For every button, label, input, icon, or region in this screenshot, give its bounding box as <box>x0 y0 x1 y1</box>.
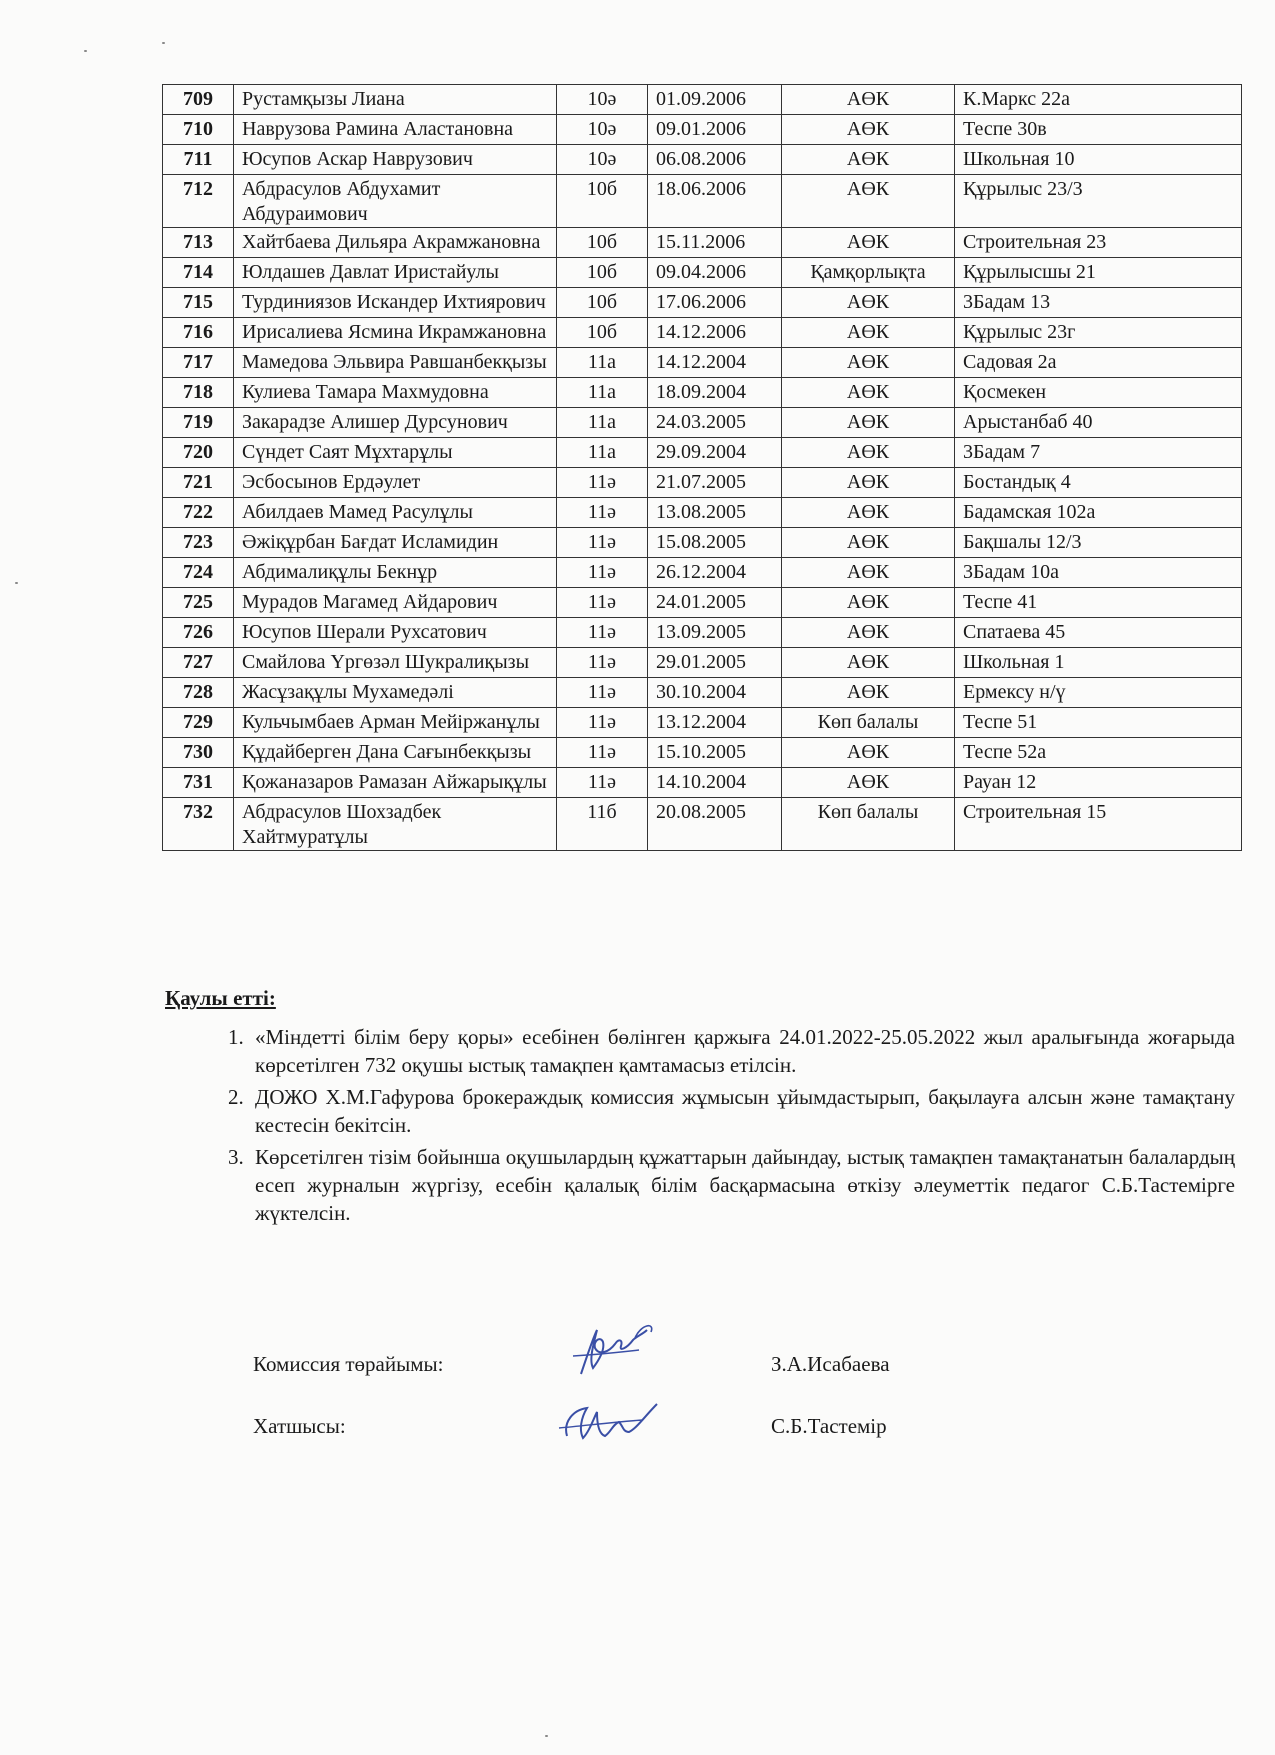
birth-date: 09.01.2006 <box>648 115 782 145</box>
row-number: 726 <box>163 618 234 648</box>
address-cell: Спатаева 45 <box>955 618 1242 648</box>
row-number: 715 <box>163 288 234 318</box>
address-cell: К.Маркс 22а <box>955 85 1242 115</box>
category-cell: АӨК <box>782 498 955 528</box>
student-name: Смайлова Үргөзәл Шукралиқызы <box>234 648 557 678</box>
table-row <box>163 438 1242 468</box>
row-number: 727 <box>163 648 234 678</box>
row-number: 710 <box>163 115 234 145</box>
address-cell: Теспе 52а <box>955 738 1242 768</box>
class-cell: 11ә <box>557 768 648 798</box>
row-number: 724 <box>163 558 234 588</box>
table-row <box>163 318 1242 348</box>
class-cell: 11ә <box>557 618 648 648</box>
table-row <box>163 288 1242 318</box>
chair-role-label: Комиссия төрайымы: <box>253 1352 444 1376</box>
student-name: Турдиниязов Искандер Ихтиярович <box>234 288 557 318</box>
birth-date: 30.10.2004 <box>648 678 782 708</box>
class-cell: 10ә <box>557 115 648 145</box>
table-row <box>163 768 1242 798</box>
student-name: Юсупов Аскар Наврузович <box>234 145 557 175</box>
birth-date: 13.12.2004 <box>648 708 782 738</box>
student-name: Кульчымбаев Арман Мейіржанұлы <box>234 708 557 738</box>
student-name: Абдималиқұлы Бекнұр <box>234 558 557 588</box>
birth-date: 09.04.2006 <box>648 258 782 288</box>
student-name: Абдрасулов Абдухамит Абдураимович <box>234 175 557 228</box>
student-name: Ирисалиева Ясмина Икрамжановна <box>234 318 557 348</box>
class-cell: 11б <box>557 798 648 851</box>
student-name: Юсупов Шерали Рухсатович <box>234 618 557 648</box>
class-cell: 11ә <box>557 678 648 708</box>
address-cell: Строительная 23 <box>955 228 1242 258</box>
category-cell: АӨК <box>782 378 955 408</box>
birth-date: 01.09.2006 <box>648 85 782 115</box>
row-number: 720 <box>163 438 234 468</box>
category-cell: АӨК <box>782 408 955 438</box>
category-cell: АӨК <box>782 468 955 498</box>
student-name: Эсбосынов Ердәулет <box>234 468 557 498</box>
resolution-section <box>165 986 1235 1231</box>
table-row <box>163 678 1242 708</box>
address-cell: 3Бадам 13 <box>955 288 1242 318</box>
birth-date: 24.01.2005 <box>648 588 782 618</box>
table-row <box>163 378 1242 408</box>
category-cell: АӨК <box>782 768 955 798</box>
table-row <box>163 588 1242 618</box>
student-name: Юлдашев Давлат Иристайулы <box>234 258 557 288</box>
table-row <box>163 145 1242 175</box>
birth-date: 18.09.2004 <box>648 378 782 408</box>
category-cell: АӨК <box>782 175 955 228</box>
category-cell: АӨК <box>782 558 955 588</box>
row-number: 729 <box>163 708 234 738</box>
class-cell: 11а <box>557 378 648 408</box>
address-cell: Бақшалы 12/3 <box>955 528 1242 558</box>
table-row <box>163 648 1242 678</box>
birth-date: 18.06.2006 <box>648 175 782 228</box>
category-cell: АӨК <box>782 648 955 678</box>
class-cell: 10б <box>557 318 648 348</box>
scan-speck <box>84 50 87 52</box>
address-cell: Садовая 2а <box>955 348 1242 378</box>
scan-speck <box>162 42 165 44</box>
address-cell: Арыстанбаб 40 <box>955 408 1242 438</box>
address-cell: Құрылысшы 21 <box>955 258 1242 288</box>
student-roster-table <box>162 84 1242 851</box>
address-cell: Теспе 51 <box>955 708 1242 738</box>
birth-date: 29.01.2005 <box>648 648 782 678</box>
birth-date: 26.12.2004 <box>648 558 782 588</box>
class-cell: 10б <box>557 288 648 318</box>
address-cell: Қосмекен <box>955 378 1242 408</box>
address-cell: Құрылыс 23г <box>955 318 1242 348</box>
birth-date: 17.06.2006 <box>648 288 782 318</box>
student-name: Кулиева Тамара Махмудовна <box>234 378 557 408</box>
class-cell: 11ә <box>557 528 648 558</box>
row-number: 728 <box>163 678 234 708</box>
class-cell: 11ә <box>557 468 648 498</box>
birth-date: 20.08.2005 <box>648 798 782 851</box>
table-row <box>163 175 1242 228</box>
birth-date: 29.09.2004 <box>648 438 782 468</box>
category-cell: АӨК <box>782 678 955 708</box>
category-cell: АӨК <box>782 85 955 115</box>
scan-speck <box>545 1735 548 1737</box>
category-cell: АӨК <box>782 528 955 558</box>
address-cell: Құрылыс 23/3 <box>955 175 1242 228</box>
table-row <box>163 798 1242 851</box>
student-name: Әжіқұрбан Бағдат Исламидин <box>234 528 557 558</box>
chair-signature-mark <box>563 1316 673 1386</box>
class-cell: 11а <box>557 408 648 438</box>
address-cell: Бостандық 4 <box>955 468 1242 498</box>
row-number: 722 <box>163 498 234 528</box>
birth-date: 15.08.2005 <box>648 528 782 558</box>
category-cell: АӨК <box>782 145 955 175</box>
class-cell: 10ә <box>557 145 648 175</box>
address-cell: 3Бадам 7 <box>955 438 1242 468</box>
category-cell: АӨК <box>782 738 955 768</box>
class-cell: 10б <box>557 175 648 228</box>
student-name: Абилдаев Мамед Расулұлы <box>234 498 557 528</box>
row-number: 723 <box>163 528 234 558</box>
student-name: Құдайберген Дана Сағынбекқызы <box>234 738 557 768</box>
resolution-item: 2. ДОЖО Х.М.Гафурова брокераждық комиссия жұмысын ұйымдастырып, бақылауға алсын және тамақтану кестесін бекітсін. <box>249 1083 1235 1139</box>
table-row <box>163 558 1242 588</box>
category-cell: Қамқорлықта <box>782 258 955 288</box>
roster-table-container <box>162 84 1242 851</box>
resolution-item: 3. Көрсетілген тізім бойынша оқушылардың құжаттарын дайындау, ыстық тамақпен тамақтанатын балалардың есеп журналын жүргізу, есебін қалалық білім басқармасына өткізу әлеуметтік педагог С.Б.Тастемірге жүктелсін. <box>249 1143 1235 1227</box>
student-name: Хайтбаева Дильяра Акрамжановна <box>234 228 557 258</box>
row-number: 712 <box>163 175 234 228</box>
class-cell: 11ә <box>557 648 648 678</box>
class-cell: 11ә <box>557 558 648 588</box>
birth-date: 14.12.2006 <box>648 318 782 348</box>
address-cell: Бадамская 102а <box>955 498 1242 528</box>
address-cell: Ермексу н/ү <box>955 678 1242 708</box>
resolution-item: 1. «Міндетті білім беру қоры» есебінен бөлінген қаржыға 24.01.2022-25.05.2022 жыл аралығында жоғарыда көрсетілген 732 оқушы ыстық тамақпен қамтамасыз етілсін. <box>249 1023 1235 1079</box>
student-name: Қожаназаров Рамазан Айжарықұлы <box>234 768 557 798</box>
birth-date: 15.11.2006 <box>648 228 782 258</box>
address-cell: 3Бадам 10а <box>955 558 1242 588</box>
student-name: Жасұзақұлы Мухамедәлі <box>234 678 557 708</box>
category-cell: АӨК <box>782 348 955 378</box>
birth-date: 13.08.2005 <box>648 498 782 528</box>
row-number: 717 <box>163 348 234 378</box>
student-name: Закарадзе Алишер Дурсунович <box>234 408 557 438</box>
address-cell: Школьная 1 <box>955 648 1242 678</box>
student-name: Абдрасулов Шохзадбек Хайтмуратұлы <box>234 798 557 851</box>
student-name: Мурадов Магамед Айдарович <box>234 588 557 618</box>
address-cell: Рауан 12 <box>955 768 1242 798</box>
address-cell: Теспе 41 <box>955 588 1242 618</box>
table-row <box>163 258 1242 288</box>
class-cell: 10ә <box>557 85 648 115</box>
student-name: Наврузова Рамина Аластановна <box>234 115 557 145</box>
class-cell: 10б <box>557 258 648 288</box>
row-number: 721 <box>163 468 234 498</box>
category-cell: АӨК <box>782 318 955 348</box>
secretary-signature-mark <box>553 1392 673 1452</box>
table-row <box>163 618 1242 648</box>
class-cell: 11ә <box>557 498 648 528</box>
table-row <box>163 468 1242 498</box>
row-number: 730 <box>163 738 234 768</box>
row-number: 731 <box>163 768 234 798</box>
table-row <box>163 408 1242 438</box>
table-row <box>163 115 1242 145</box>
category-cell: АӨК <box>782 288 955 318</box>
birth-date: 14.10.2004 <box>648 768 782 798</box>
birth-date: 21.07.2005 <box>648 468 782 498</box>
address-cell: Строительная 15 <box>955 798 1242 851</box>
table-row <box>163 348 1242 378</box>
category-cell: АӨК <box>782 438 955 468</box>
row-number: 725 <box>163 588 234 618</box>
row-number: 714 <box>163 258 234 288</box>
chair-name: З.А.Исабаева <box>771 1352 890 1376</box>
student-name: Рустамқызы Лиана <box>234 85 557 115</box>
class-cell: 11ә <box>557 738 648 768</box>
birth-date: 15.10.2005 <box>648 738 782 768</box>
class-cell: 11а <box>557 348 648 378</box>
table-row <box>163 738 1242 768</box>
category-cell: АӨК <box>782 588 955 618</box>
table-row <box>163 85 1242 115</box>
row-number: 711 <box>163 145 234 175</box>
category-cell: Көп балалы <box>782 798 955 851</box>
row-number: 709 <box>163 85 234 115</box>
class-cell: 10б <box>557 228 648 258</box>
resolution-heading: Қаулы етті: <box>165 986 276 1010</box>
class-cell: 11а <box>557 438 648 468</box>
birth-date: 06.08.2006 <box>648 145 782 175</box>
birth-date: 24.03.2005 <box>648 408 782 438</box>
roster-table-body <box>163 85 1242 851</box>
category-cell: АӨК <box>782 228 955 258</box>
row-number: 732 <box>163 798 234 851</box>
table-row <box>163 528 1242 558</box>
secretary-name: С.Б.Тастемір <box>771 1414 887 1438</box>
row-number: 719 <box>163 408 234 438</box>
scan-speck <box>15 582 18 584</box>
birth-date: 13.09.2005 <box>648 618 782 648</box>
address-cell: Теспе 30в <box>955 115 1242 145</box>
student-name: Мамедова Эльвира Равшанбекқызы <box>234 348 557 378</box>
birth-date: 14.12.2004 <box>648 348 782 378</box>
class-cell: 11ә <box>557 588 648 618</box>
row-number: 716 <box>163 318 234 348</box>
category-cell: АӨК <box>782 618 955 648</box>
category-cell: Көп балалы <box>782 708 955 738</box>
class-cell: 11ә <box>557 708 648 738</box>
resolution-list <box>165 1023 1235 1227</box>
table-row <box>163 708 1242 738</box>
table-row <box>163 498 1242 528</box>
row-number: 713 <box>163 228 234 258</box>
table-row <box>163 228 1242 258</box>
category-cell: АӨК <box>782 115 955 145</box>
row-number: 718 <box>163 378 234 408</box>
secretary-role-label: Хатшысы: <box>253 1414 346 1438</box>
student-name: Сүндет Саят Мұхтарұлы <box>234 438 557 468</box>
address-cell: Школьная 10 <box>955 145 1242 175</box>
